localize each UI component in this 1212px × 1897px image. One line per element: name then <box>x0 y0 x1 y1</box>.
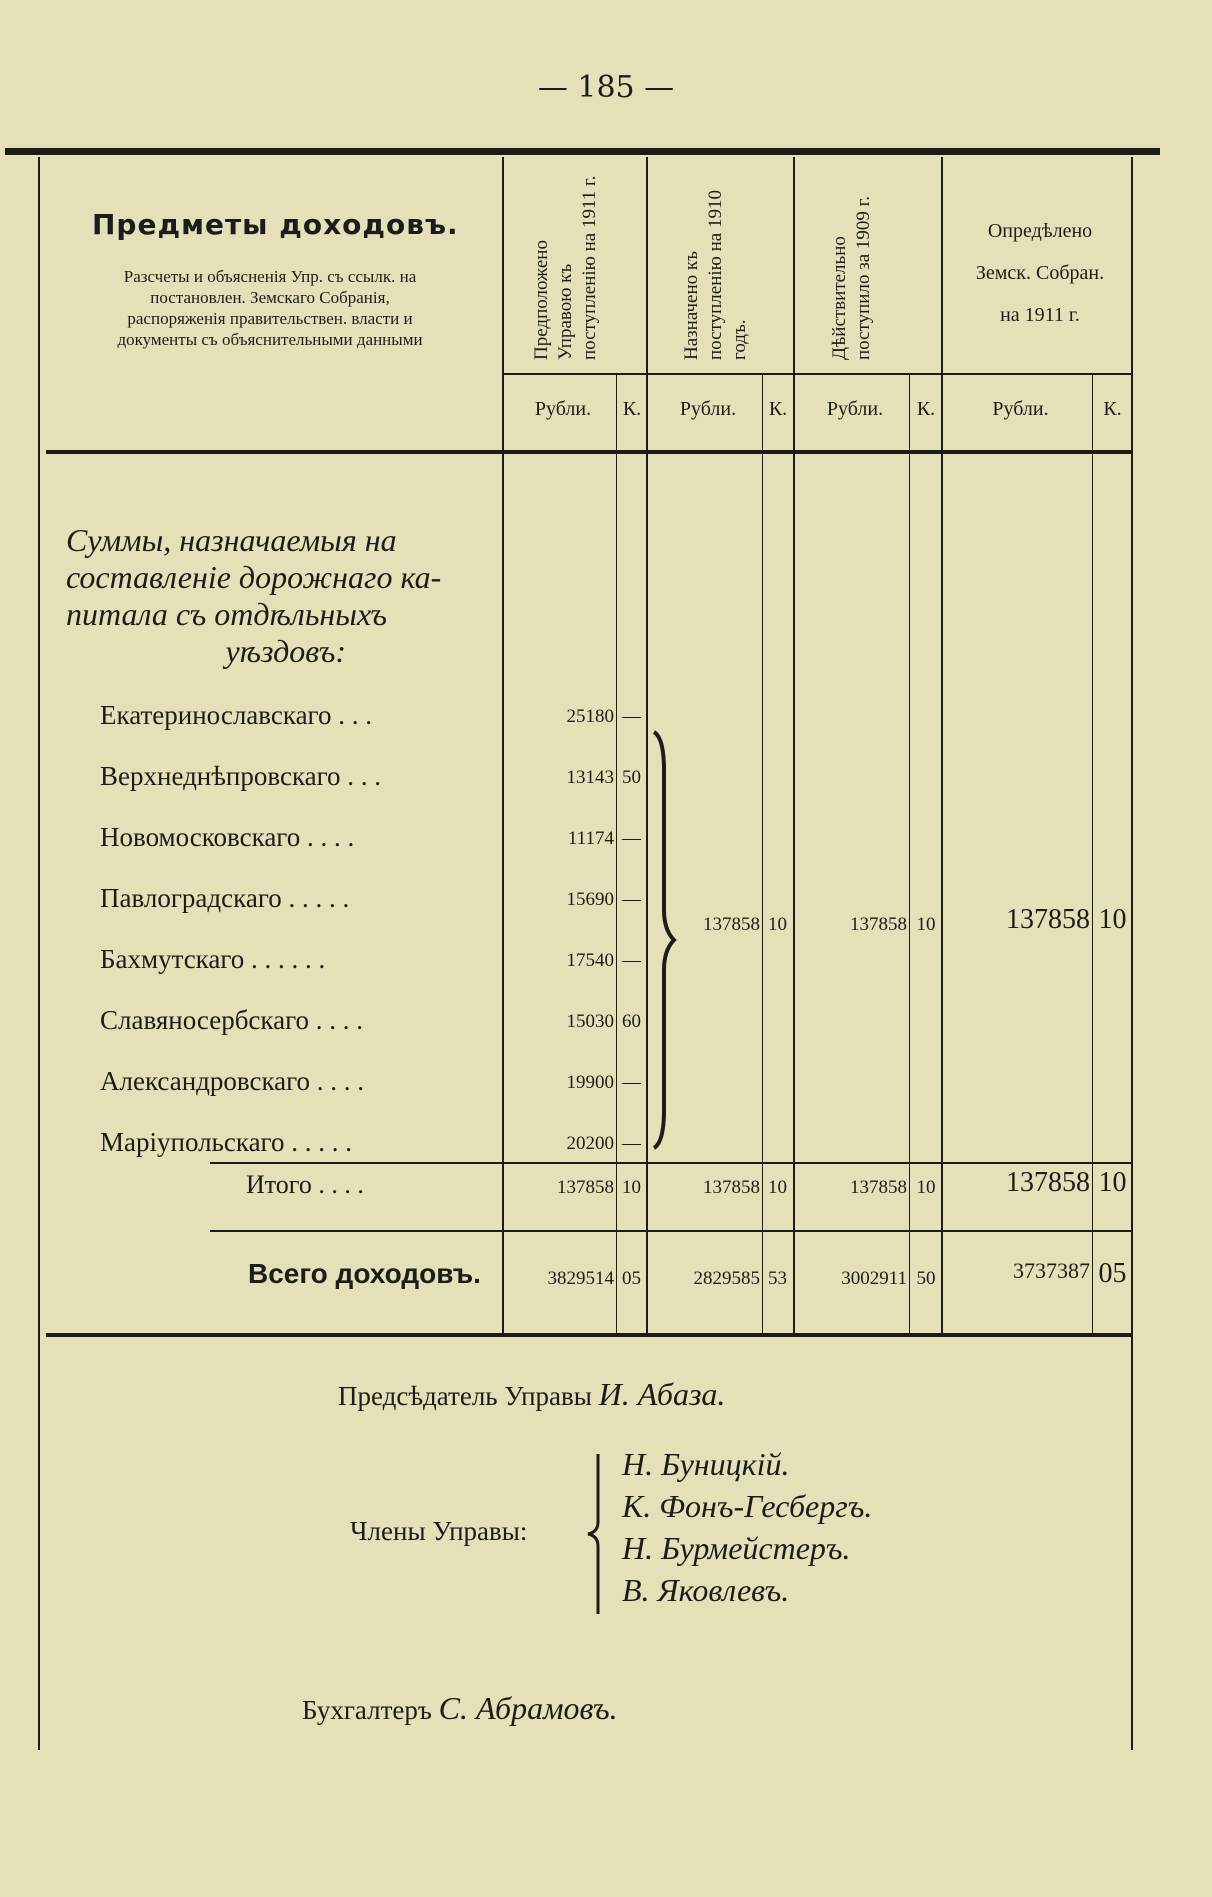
chairman-name: И. Абаза. <box>598 1376 726 1412</box>
col2-left-line <box>646 157 648 1335</box>
col1-rub: 17540 <box>566 950 614 971</box>
vsego-col4-kop: 05 <box>1098 1258 1127 1289</box>
itogo-col3-kop: 10 <box>916 1177 936 1198</box>
district-name: Бахмутскаго . . . . . . <box>100 944 326 974</box>
col3-group-kop: 10 <box>916 914 936 935</box>
itogo-top-rule <box>210 1162 1131 1164</box>
page-number: — 185 — <box>537 70 675 105</box>
col1-kop: — <box>622 1133 641 1154</box>
section-title-line: составленіе дорожнаго ка- <box>66 559 442 595</box>
district-name: Екатеринославскаго . . . <box>100 700 372 730</box>
itogo-col1-rub: 137858 <box>557 1177 614 1198</box>
member-name: Н. Бурмейстеръ. <box>622 1530 851 1566</box>
col3-kop-line <box>909 373 910 1335</box>
member-name: К. Фонъ-Гесбергъ. <box>622 1488 873 1524</box>
col1-rub: 11174 <box>567 828 614 849</box>
vsego-col2-kop: 53 <box>768 1268 787 1289</box>
col1-rub: 20200 <box>566 1133 614 1154</box>
col1-rub: 15690 <box>566 889 614 910</box>
col1-kop: — <box>622 828 641 849</box>
section-title-line: уѣздовъ: <box>225 633 346 669</box>
col1-rub: 19900 <box>566 1072 614 1093</box>
members-label: Члены Управы: <box>350 1516 528 1546</box>
col4-group-kop: 10 <box>1098 904 1127 935</box>
col3-left-line <box>793 157 795 1335</box>
district-name: Славяносербскаго . . . . <box>100 1005 364 1035</box>
member-name: Н. Буницкій. <box>622 1446 790 1482</box>
unit-kop: К. <box>916 398 936 420</box>
section-title-line: Суммы, назначаемыя на <box>66 522 397 558</box>
itogo-col1-kop: 10 <box>622 1177 641 1198</box>
col2-group-kop: 10 <box>768 914 787 935</box>
district-name: Верхнеднѣпровскаго . . . <box>100 761 382 791</box>
district-name: Маріупольскаго . . . . . <box>100 1127 352 1157</box>
chairman-line <box>338 1376 725 1413</box>
table-bottom-rule <box>46 1333 1131 1337</box>
vsego-col3-kop: 50 <box>916 1268 936 1289</box>
vsego-label: Всего доходовъ. <box>248 1258 481 1289</box>
header-bottom-rule <box>46 450 1131 454</box>
vsego-col3-rub: 3002911 <box>841 1268 907 1289</box>
chairman-label: Предсѣдатель Управы <box>338 1381 592 1411</box>
col1-kop: — <box>622 889 641 910</box>
vsego-col1-kop: 05 <box>622 1268 641 1289</box>
col2-group-rub: 137858 <box>703 914 760 935</box>
col4-left-line <box>941 157 943 1335</box>
col1-kop: 50 <box>622 767 641 788</box>
table-right-border <box>1131 157 1133 1750</box>
district-name: Александровскаго . . . . <box>100 1066 365 1096</box>
district-name: Павлоградскаго . . . . . <box>100 883 350 913</box>
col1-kop: — <box>622 950 641 971</box>
vsego-col1-rub: 3829514 <box>547 1268 614 1289</box>
vsego-col4-rub: 3737387 <box>1013 1258 1090 1283</box>
col4-kop-line <box>1092 373 1093 1335</box>
itogo-col2-rub: 137858 <box>703 1177 760 1198</box>
unit-rub: Рубли. <box>992 398 1049 420</box>
col3-group-rub: 137858 <box>850 914 907 935</box>
unit-kop: К. <box>622 398 642 420</box>
col1-rub: 13143 <box>566 767 614 788</box>
itogo-col4-rub: 137858 <box>1006 1167 1090 1198</box>
col1-kop-line <box>616 373 617 1335</box>
col1-kop: — <box>622 1072 641 1093</box>
itogo-label: Итого . . . . <box>246 1170 364 1199</box>
col4-group-rub: 137858 <box>1006 904 1090 935</box>
col1-header: Предположено Управою къ поступленію на 1911 г. <box>531 175 600 360</box>
accountant-name: С. Абрамовъ. <box>438 1690 618 1726</box>
col1-kop: — <box>622 706 641 727</box>
col1-rub: 25180 <box>566 706 614 727</box>
col4-header-line: на 1911 г. <box>1000 304 1080 326</box>
section-title-line: питала съ отдѣльныхъ <box>66 596 387 632</box>
unit-rub: Рубли. <box>534 398 592 420</box>
col2-header: Назначено къ поступленію на 1910 годъ. <box>681 190 750 360</box>
header-title: Предметы доходовъ. <box>92 208 459 241</box>
accountant-line <box>302 1690 618 1727</box>
unit-kop: К. <box>768 398 788 420</box>
top-rule <box>5 148 1160 155</box>
district-name: Новомосковскаго . . . . <box>100 822 355 852</box>
header-mid-rule <box>502 373 1131 375</box>
header-note: Разсчеты и объясненія Упр. съ ссылк. на постановлен. Земскаго Собранія, распоряженія правительствен. власти и документы съ объяснительными данными <box>117 267 423 349</box>
col4-header <box>950 210 1130 336</box>
col3-header: Дѣйствительно поступило за 1909 г. <box>829 195 874 360</box>
itogo-col2-kop: 10 <box>768 1177 787 1198</box>
col1-left-line <box>502 157 504 1335</box>
members-brace <box>584 1452 608 1616</box>
table-left-border <box>38 157 40 1750</box>
col4-header-line: Земск. Собран. <box>975 262 1105 284</box>
section-title <box>66 522 486 670</box>
unit-rub: Рубли. <box>679 398 737 420</box>
col2-kop-line <box>762 373 763 1335</box>
unit-rub: Рубли. <box>826 398 884 420</box>
col1-kop: 60 <box>622 1011 641 1032</box>
unit-kop: К. <box>1103 398 1122 420</box>
member-name: В. Яковлевъ. <box>622 1572 790 1608</box>
itogo-col4-kop: 10 <box>1098 1167 1127 1198</box>
vsego-col2-rub: 2829585 <box>693 1268 760 1289</box>
group-brace <box>650 730 680 1150</box>
itogo-bottom-rule <box>210 1230 1131 1232</box>
accountant-label: Бухгалтеръ <box>302 1695 432 1725</box>
col1-rub: 15030 <box>566 1011 614 1032</box>
itogo-col3-rub: 137858 <box>850 1177 907 1198</box>
col4-header-line: Опредѣлено <box>987 220 1093 242</box>
